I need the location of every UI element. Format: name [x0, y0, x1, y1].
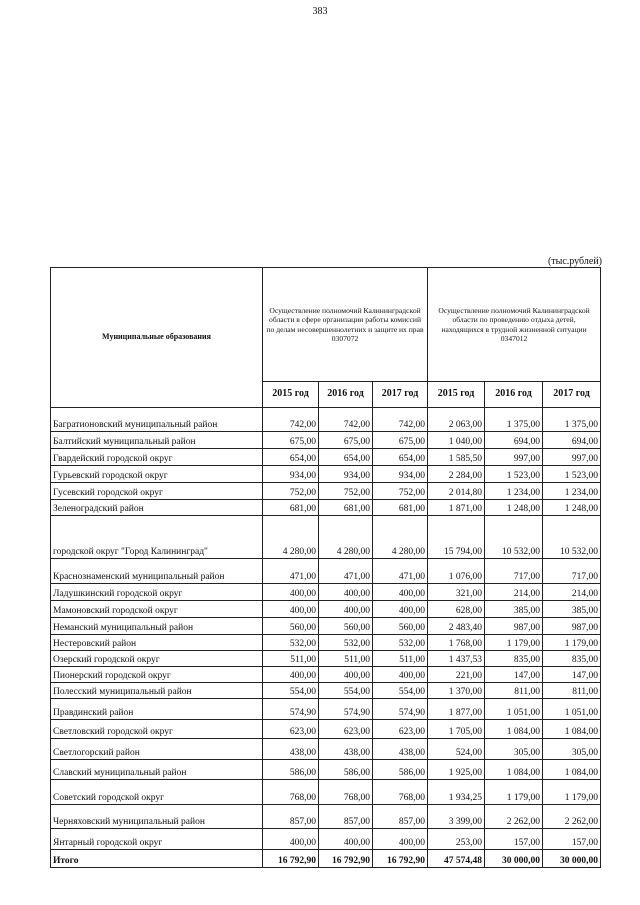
value-cell: 4 280,00: [319, 516, 373, 559]
value-cell: 157,00: [485, 829, 543, 850]
value-cell: 560,00: [319, 618, 373, 635]
value-cell: 811,00: [485, 683, 543, 699]
value-cell: 16 792,90: [319, 850, 373, 868]
value-cell: 554,00: [373, 683, 428, 699]
value-cell: 1 248,00: [543, 500, 601, 516]
value-cell: 857,00: [373, 805, 428, 829]
municipality-name: Балтийский муниципальный район: [51, 432, 263, 449]
table-row: [51, 449, 601, 466]
value-cell: 574,90: [319, 699, 373, 720]
value-cell: 471,00: [319, 559, 373, 584]
value-cell: 835,00: [543, 651, 601, 667]
total-label: Итого: [51, 850, 263, 868]
value-cell: 30 000,00: [543, 850, 601, 868]
year-header: 2015 год: [428, 382, 485, 408]
value-cell: 694,00: [485, 432, 543, 449]
value-cell: 1 585,50: [428, 449, 485, 466]
value-cell: 1 234,00: [543, 483, 601, 500]
value-cell: 1 375,00: [543, 408, 601, 432]
value-cell: 400,00: [263, 667, 319, 683]
value-cell: 628,00: [428, 601, 485, 618]
value-cell: 1 934,25: [428, 780, 485, 805]
value-cell: 1 040,00: [428, 432, 485, 449]
value-cell: 1 871,00: [428, 500, 485, 516]
value-cell: 997,00: [543, 449, 601, 466]
table-row: [51, 432, 601, 449]
municipality-name: Гусевский городской округ: [51, 483, 263, 500]
value-cell: 675,00: [373, 432, 428, 449]
table-row: [51, 635, 601, 651]
value-cell: 2 483,40: [428, 618, 485, 635]
municipality-name: Мамоновский городской округ: [51, 601, 263, 618]
table-row: [51, 760, 601, 780]
value-cell: 511,00: [373, 651, 428, 667]
value-cell: 438,00: [373, 739, 428, 760]
table-row: [51, 516, 601, 559]
value-cell: 717,00: [485, 559, 543, 584]
value-cell: 2 063,00: [428, 408, 485, 432]
value-cell: 560,00: [373, 618, 428, 635]
value-cell: 438,00: [319, 739, 373, 760]
municipality-name: Гвардейский городской округ: [51, 449, 263, 466]
table-row: [51, 651, 601, 667]
value-cell: 768,00: [263, 780, 319, 805]
value-cell: 835,00: [485, 651, 543, 667]
value-cell: 471,00: [263, 559, 319, 584]
table-row: [51, 739, 601, 760]
value-cell: 1 768,00: [428, 635, 485, 651]
value-cell: 157,00: [543, 829, 601, 850]
table-row: [51, 584, 601, 601]
value-cell: 1 179,00: [543, 780, 601, 805]
municipality-name: Советский городской округ: [51, 780, 263, 805]
value-cell: 752,00: [373, 483, 428, 500]
value-cell: 4 280,00: [373, 516, 428, 559]
value-cell: 400,00: [263, 601, 319, 618]
value-cell: 511,00: [319, 651, 373, 667]
value-cell: 586,00: [263, 760, 319, 780]
value-cell: 1 179,00: [543, 635, 601, 651]
value-cell: 1 234,00: [485, 483, 543, 500]
value-cell: 654,00: [373, 449, 428, 466]
value-cell: 934,00: [263, 466, 319, 483]
value-cell: 16 792,90: [373, 850, 428, 868]
value-cell: 400,00: [319, 584, 373, 601]
value-cell: 524,00: [428, 739, 485, 760]
value-cell: 654,00: [319, 449, 373, 466]
value-cell: 1 370,00: [428, 683, 485, 699]
value-cell: 400,00: [263, 829, 319, 850]
value-cell: 1 437,53: [428, 651, 485, 667]
value-cell: 1 523,00: [485, 466, 543, 483]
value-cell: 10 532,00: [485, 516, 543, 559]
value-cell: 554,00: [319, 683, 373, 699]
municipality-name: Правдинский район: [51, 699, 263, 720]
value-cell: 586,00: [319, 760, 373, 780]
value-cell: 1 076,00: [428, 559, 485, 584]
value-cell: 253,00: [428, 829, 485, 850]
value-cell: 574,90: [263, 699, 319, 720]
value-cell: 1 084,00: [485, 720, 543, 739]
value-cell: 400,00: [263, 584, 319, 601]
budget-table: [50, 267, 601, 868]
value-cell: 681,00: [319, 500, 373, 516]
value-cell: 1 084,00: [543, 760, 601, 780]
municipality-name: Краснознаменский муниципальный район: [51, 559, 263, 584]
value-cell: 400,00: [373, 829, 428, 850]
table-row: [51, 500, 601, 516]
value-cell: 438,00: [263, 739, 319, 760]
value-cell: 675,00: [263, 432, 319, 449]
value-cell: 385,00: [485, 601, 543, 618]
value-cell: 221,00: [428, 667, 485, 683]
value-cell: 1 084,00: [543, 720, 601, 739]
value-cell: 2 262,00: [543, 805, 601, 829]
value-cell: 1 877,00: [428, 699, 485, 720]
municipality-name: Светловский городской округ: [51, 720, 263, 739]
value-cell: 400,00: [319, 667, 373, 683]
value-cell: 554,00: [263, 683, 319, 699]
value-cell: 214,00: [485, 584, 543, 601]
value-cell: 214,00: [543, 584, 601, 601]
value-cell: 532,00: [319, 635, 373, 651]
value-cell: 511,00: [263, 651, 319, 667]
municipality-name: Янтарный городской округ: [51, 829, 263, 850]
value-cell: 400,00: [373, 584, 428, 601]
table-row: [51, 601, 601, 618]
value-cell: 147,00: [485, 667, 543, 683]
table-row: [51, 780, 601, 805]
value-cell: 752,00: [319, 483, 373, 500]
value-cell: 532,00: [373, 635, 428, 651]
value-cell: 305,00: [485, 739, 543, 760]
value-cell: 2 284,00: [428, 466, 485, 483]
value-cell: 2 262,00: [485, 805, 543, 829]
value-cell: 623,00: [373, 720, 428, 739]
value-cell: 3 399,00: [428, 805, 485, 829]
header-group-children-rest: Осуществление полномочий Калининградской области по проведению отдыха детей, находящихся в трудной жизненной ситуации 0347012: [428, 268, 601, 382]
value-cell: 400,00: [319, 829, 373, 850]
value-cell: 717,00: [543, 559, 601, 584]
municipality-name: Славский муниципальный район: [51, 760, 263, 780]
value-cell: 1 179,00: [485, 635, 543, 651]
table-row: [51, 408, 601, 432]
municipality-name: городской округ "Город Калининград": [51, 516, 263, 559]
table-row: [51, 683, 601, 699]
value-cell: 321,00: [428, 584, 485, 601]
value-cell: 987,00: [485, 618, 543, 635]
year-header: 2016 год: [319, 382, 373, 408]
year-header: 2017 год: [373, 382, 428, 408]
municipality-name: Полесский муниципальный район: [51, 683, 263, 699]
value-cell: 681,00: [373, 500, 428, 516]
value-cell: 934,00: [373, 466, 428, 483]
year-header: 2015 год: [263, 382, 319, 408]
value-cell: 574,90: [373, 699, 428, 720]
value-cell: 675,00: [319, 432, 373, 449]
value-cell: 681,00: [263, 500, 319, 516]
value-cell: 1 375,00: [485, 408, 543, 432]
year-header: 2017 год: [543, 382, 601, 408]
total-row: [51, 850, 601, 868]
value-cell: 15 794,00: [428, 516, 485, 559]
municipality-name: Ладушкинский городской округ: [51, 584, 263, 601]
value-cell: 400,00: [373, 667, 428, 683]
value-cell: 10 532,00: [543, 516, 601, 559]
value-cell: 532,00: [263, 635, 319, 651]
table-row: [51, 618, 601, 635]
value-cell: 623,00: [319, 720, 373, 739]
value-cell: 768,00: [319, 780, 373, 805]
value-cell: 1 084,00: [485, 760, 543, 780]
table-row: [51, 667, 601, 683]
value-cell: 1 925,00: [428, 760, 485, 780]
value-cell: 768,00: [373, 780, 428, 805]
header-group-commissions: Осуществление полномочий Калининградской области в сфере организации работы комиссий по делам несовершеннолетних и защите их прав 0307072: [263, 268, 428, 382]
value-cell: 934,00: [319, 466, 373, 483]
value-cell: 857,00: [319, 805, 373, 829]
municipality-name: Светлогорский район: [51, 739, 263, 760]
header-municipalities: Муниципальные образования: [51, 268, 263, 408]
value-cell: 2 014,80: [428, 483, 485, 500]
municipality-name: Неманский муниципальный район: [51, 618, 263, 635]
value-cell: 305,00: [543, 739, 601, 760]
table-row: [51, 466, 601, 483]
value-cell: 400,00: [373, 601, 428, 618]
value-cell: 623,00: [263, 720, 319, 739]
table-row: [51, 829, 601, 850]
page-number: 383: [312, 6, 328, 17]
value-cell: 987,00: [543, 618, 601, 635]
value-cell: 1 179,00: [485, 780, 543, 805]
value-cell: 752,00: [263, 483, 319, 500]
municipality-name: Черняховский муниципальный район: [51, 805, 263, 829]
value-cell: 147,00: [543, 667, 601, 683]
municipality-name: Озерский городской округ: [51, 651, 263, 667]
unit-label: (тыс.рублей): [547, 256, 602, 267]
value-cell: 4 280,00: [263, 516, 319, 559]
value-cell: 811,00: [543, 683, 601, 699]
value-cell: 16 792,90: [263, 850, 319, 868]
value-cell: 1 051,00: [485, 699, 543, 720]
value-cell: 694,00: [543, 432, 601, 449]
value-cell: 1 523,00: [543, 466, 601, 483]
value-cell: 742,00: [319, 408, 373, 432]
value-cell: 30 000,00: [485, 850, 543, 868]
value-cell: 1 051,00: [543, 699, 601, 720]
municipality-name: Зеленоградский район: [51, 500, 263, 516]
value-cell: 654,00: [263, 449, 319, 466]
table-row: [51, 699, 601, 720]
municipality-name: Нестеровский район: [51, 635, 263, 651]
value-cell: 47 574,48: [428, 850, 485, 868]
value-cell: 586,00: [373, 760, 428, 780]
year-header: 2016 год: [485, 382, 543, 408]
municipality-name: Багратионовский муниципальный район: [51, 408, 263, 432]
value-cell: 857,00: [263, 805, 319, 829]
table-row: [51, 805, 601, 829]
municipality-name: Гурьевский городской округ: [51, 466, 263, 483]
value-cell: 471,00: [373, 559, 428, 584]
value-cell: 400,00: [319, 601, 373, 618]
table-row: [51, 720, 601, 739]
value-cell: 742,00: [263, 408, 319, 432]
value-cell: 742,00: [373, 408, 428, 432]
table-row: [51, 559, 601, 584]
value-cell: 1 705,00: [428, 720, 485, 739]
value-cell: 560,00: [263, 618, 319, 635]
municipality-name: Пионерский городской округ: [51, 667, 263, 683]
value-cell: 997,00: [485, 449, 543, 466]
table-row: [51, 483, 601, 500]
value-cell: 1 248,00: [485, 500, 543, 516]
value-cell: 385,00: [543, 601, 601, 618]
